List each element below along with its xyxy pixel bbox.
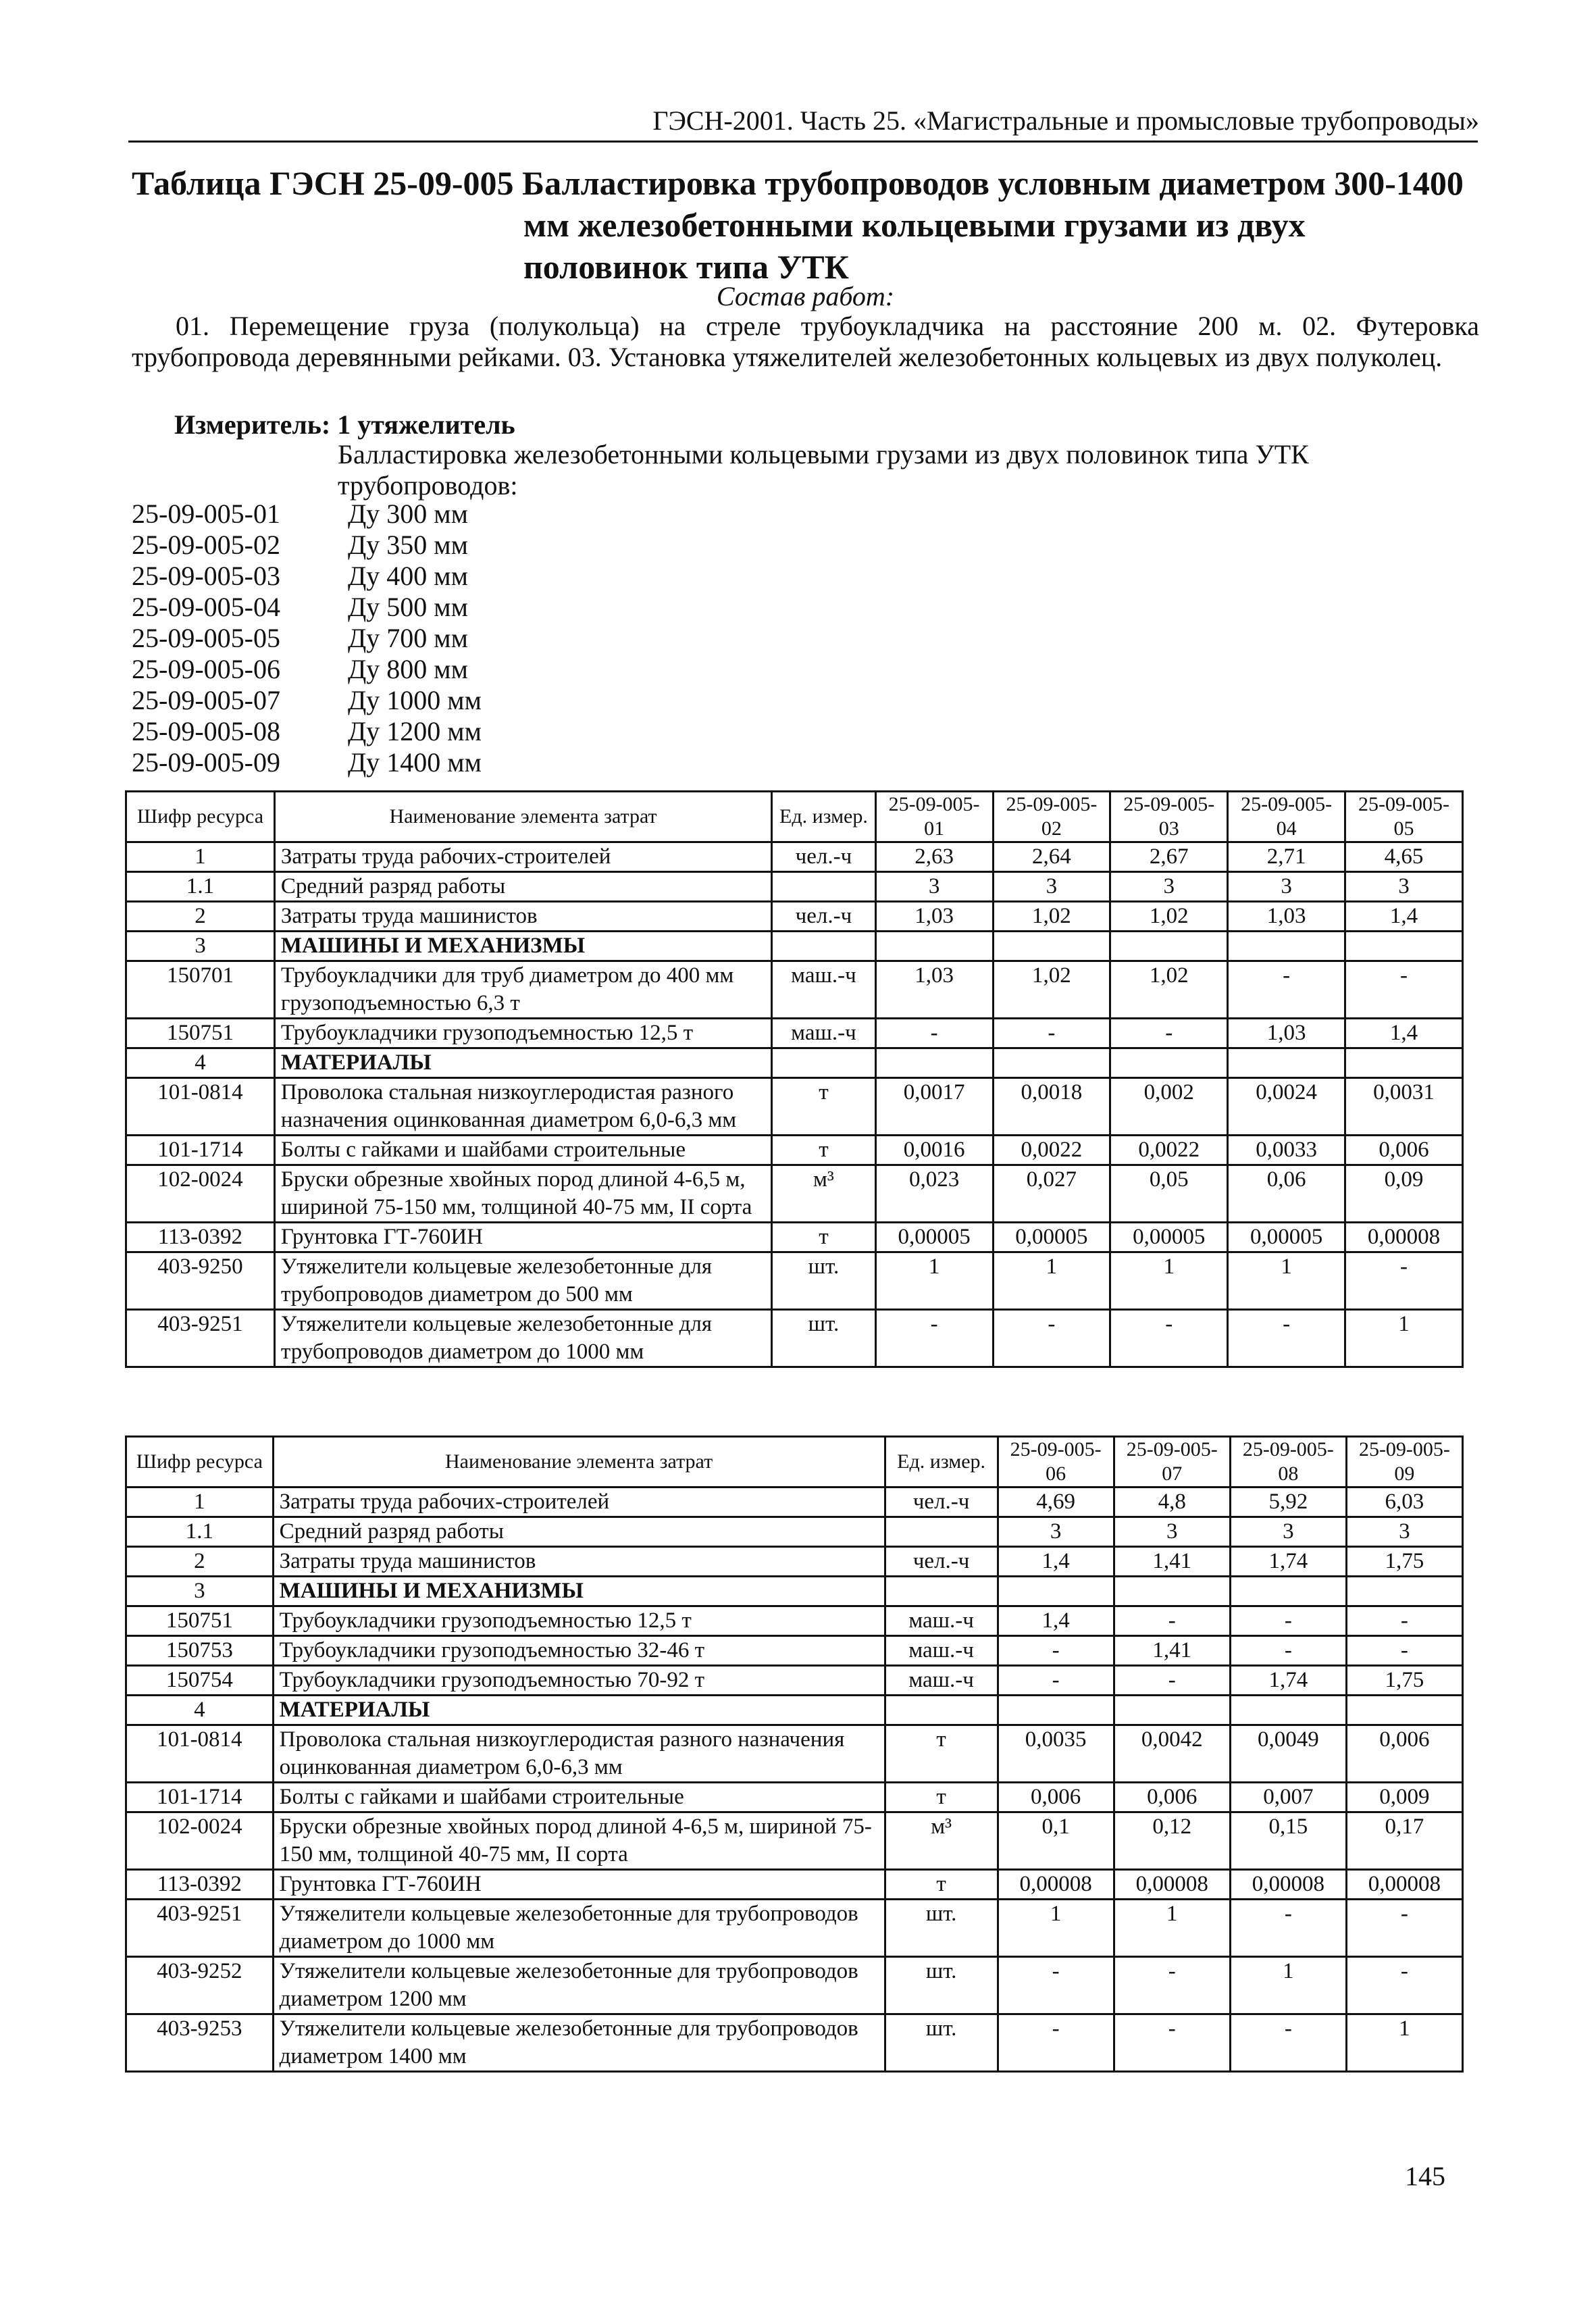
resource-code: 1 (126, 1488, 274, 1517)
value-cell: 6,03 (1346, 1488, 1462, 1517)
value-cell: 1,03 (875, 902, 993, 932)
resource-code: 150701 (126, 961, 275, 1019)
value-cell: 0,006 (998, 1783, 1114, 1812)
code-label: Ду 1400 мм (348, 747, 482, 778)
unit (885, 1577, 998, 1606)
cost-element-name: Болты с гайками и шайбами строительные (273, 1783, 885, 1812)
resource-code: 150751 (126, 1606, 274, 1636)
value-cell: 1 (875, 1252, 993, 1310)
value-cell: - (993, 1310, 1110, 1367)
cost-element-name: Утяжелители кольцевые железобетонные для трубопроводов диаметром 1400 мм (273, 2014, 885, 2072)
code-number: 25-09-005-06 (132, 654, 280, 684)
value-cell: - (1346, 1636, 1462, 1666)
value-cell: - (1228, 961, 1345, 1019)
section-row (126, 1577, 1463, 1606)
value-cell: 0,0031 (1345, 1078, 1463, 1136)
unit: т (885, 1870, 998, 1900)
table-row (126, 842, 1463, 872)
unit (885, 1517, 998, 1547)
value-cell (1230, 1696, 1346, 1725)
value-cell: 0,00008 (1230, 1870, 1346, 1900)
code-label: Ду 1000 мм (348, 685, 482, 715)
value-cell (998, 1696, 1114, 1725)
value-cell: 0,09 (1345, 1165, 1463, 1223)
value-cell: - (875, 1310, 993, 1367)
table-row (126, 1517, 1463, 1547)
header-norm-code: 25-09-005-07 (1114, 1437, 1230, 1488)
value-cell (1114, 1696, 1230, 1725)
header-norm-code: 25-09-005-09 (1346, 1437, 1462, 1488)
value-cell: 0,1 (998, 1812, 1114, 1870)
value-cell: 1,4 (998, 1606, 1114, 1636)
value-cell: - (1228, 1310, 1345, 1367)
unit (772, 932, 875, 961)
value-cell: - (998, 1666, 1114, 1696)
value-cell (875, 1048, 993, 1078)
code-number: 25-09-005-04 (132, 592, 280, 622)
value-cell: 0,05 (1110, 1165, 1228, 1223)
table-row (126, 1783, 1463, 1812)
cost-element-name: Трубоукладчики грузоподъемностью 12,5 т (273, 1606, 885, 1636)
value-cell (1346, 1577, 1462, 1606)
code-list-item (132, 499, 482, 530)
cost-element-name: Затраты труда рабочих-строителей (273, 1488, 885, 1517)
header-norm-code: 25-09-005-06 (998, 1437, 1114, 1488)
code-list-item (132, 716, 482, 747)
cost-element-name: Трубоукладчики для труб диаметром до 400 мм грузоподъемностью 6,3 т (274, 961, 771, 1019)
value-cell: 0,00005 (1110, 1223, 1228, 1252)
composition-text: 01. Перемещение груза (полукольца) на стреле трубоукладчика на расстояние 200 м. 02. Футеровка трубопровода деревянными рейками. 03. Установка утяжелителей железобетонных кольцевых из двух полуколец. (132, 311, 1479, 372)
value-cell (993, 932, 1110, 961)
value-cell: 1,03 (1228, 902, 1345, 932)
value-cell: 3 (1114, 1517, 1230, 1547)
value-cell: 1 (1110, 1252, 1228, 1310)
cost-element-name: Проволока стальная низкоуглеродистая разного назначения оцинкованная диаметром 6,0-6,3 мм (273, 1725, 885, 1783)
table-title (132, 162, 1479, 288)
cost-element-name: Утяжелители кольцевые железобетонные для трубопроводов диаметром до 1000 мм (273, 1900, 885, 1957)
resource-code: 4 (126, 1696, 274, 1725)
unit: м³ (772, 1165, 875, 1223)
resource-code: 150751 (126, 1019, 275, 1048)
value-cell: 0,006 (1114, 1783, 1230, 1812)
table-row (126, 1547, 1463, 1577)
value-cell: - (1230, 1606, 1346, 1636)
resource-code: 3 (126, 1577, 274, 1606)
value-cell: 3 (993, 872, 1110, 902)
value-cell: 0,027 (993, 1165, 1110, 1223)
value-cell (993, 1048, 1110, 1078)
table-row (126, 1136, 1463, 1165)
value-cell: 0,0033 (1228, 1136, 1345, 1165)
value-cell: 0,00005 (875, 1223, 993, 1252)
value-cell: 0,0035 (998, 1725, 1114, 1783)
table-row (126, 1165, 1463, 1223)
resource-code: 1 (126, 842, 275, 872)
table-row (126, 1310, 1463, 1367)
value-cell: 1,4 (1345, 1019, 1463, 1048)
value-cell: 1,41 (1114, 1636, 1230, 1666)
code-label: Ду 400 мм (348, 561, 468, 591)
cost-element-name: Утяжелители кольцевые железобетонные для трубопроводов диаметром 1200 мм (273, 1957, 885, 2014)
cost-element-name: Трубоукладчики грузоподъемностью 12,5 т (274, 1019, 771, 1048)
resource-code: 403-9252 (126, 1957, 274, 2014)
resource-code: 403-9251 (126, 1900, 274, 1957)
code-number: 25-09-005-05 (132, 623, 280, 653)
resource-code: 2 (126, 902, 275, 932)
value-cell: 0,12 (1114, 1812, 1230, 1870)
value-cell: 0,00008 (1346, 1870, 1462, 1900)
header-unit: Ед. измер. (772, 792, 875, 842)
unit: т (772, 1136, 875, 1165)
code-label: Ду 500 мм (348, 592, 468, 622)
value-cell: 3 (1228, 872, 1345, 902)
value-cell: 0,0016 (875, 1136, 993, 1165)
table-row (126, 1636, 1463, 1666)
value-cell: 1,03 (1228, 1019, 1345, 1048)
value-cell: 2,63 (875, 842, 993, 872)
value-cell: 3 (1110, 872, 1228, 902)
resource-code: 113-0392 (126, 1223, 275, 1252)
cost-element-name: Средний разряд работы (273, 1517, 885, 1547)
resource-code: 403-9253 (126, 2014, 274, 2072)
composition-label: Состав работ: (716, 281, 895, 311)
value-cell: - (1345, 961, 1463, 1019)
value-cell (1110, 1048, 1228, 1078)
header-code: Шифр ресурса (126, 1437, 274, 1488)
value-cell: 1,75 (1346, 1666, 1462, 1696)
value-cell: 1,75 (1346, 1547, 1462, 1577)
code-label: Ду 350 мм (348, 530, 468, 560)
value-cell: 0,15 (1230, 1812, 1346, 1870)
resource-code: 113-0392 (126, 1870, 274, 1900)
table-row (126, 961, 1463, 1019)
value-cell: 0,0022 (1110, 1136, 1228, 1165)
value-cell: 0,006 (1346, 1725, 1462, 1783)
value-cell: - (1346, 1957, 1462, 2014)
measure-unit: Измеритель: 1 утяжелитель (174, 409, 515, 440)
cost-element-name: Средний разряд работы (274, 872, 771, 902)
table-row (126, 872, 1463, 902)
value-cell: 5,92 (1230, 1488, 1346, 1517)
code-list-item (132, 561, 482, 592)
value-cell: - (1345, 1252, 1463, 1310)
code-number: 25-09-005-09 (132, 747, 280, 778)
value-cell: 1,4 (1345, 902, 1463, 932)
unit (772, 872, 875, 902)
value-cell (1346, 1696, 1462, 1725)
value-cell: 1 (993, 1252, 1110, 1310)
value-cell: 1 (998, 1900, 1114, 1957)
value-cell: 0,0024 (1228, 1078, 1345, 1136)
value-cell: 1,74 (1230, 1666, 1346, 1696)
code-number: 25-09-005-01 (132, 499, 280, 529)
value-cell: 0,06 (1228, 1165, 1345, 1223)
code-list-item (132, 654, 482, 685)
value-cell: 0,00008 (998, 1870, 1114, 1900)
section-row (126, 932, 1463, 961)
value-cell: 0,0022 (993, 1136, 1110, 1165)
value-cell: 1,74 (1230, 1547, 1346, 1577)
resource-code: 101-0814 (126, 1725, 274, 1783)
code-list-item (132, 747, 482, 778)
value-cell: 1 (1114, 1900, 1230, 1957)
cost-element-name: МАТЕРИАЛЫ (274, 1048, 771, 1078)
estimate-table-2 (125, 1435, 1464, 2073)
resource-code: 2 (126, 1547, 274, 1577)
unit: шт. (885, 1957, 998, 2014)
unit: маш.-ч (885, 1606, 998, 1636)
resource-code: 1.1 (126, 1517, 274, 1547)
header-unit: Ед. измер. (885, 1437, 998, 1488)
resource-code: 403-9250 (126, 1252, 275, 1310)
value-cell: 1,02 (1110, 961, 1228, 1019)
code-number: 25-09-005-02 (132, 530, 280, 560)
table-header-row (126, 1437, 1463, 1488)
table-row (126, 1223, 1463, 1252)
cost-element-name: Бруски обрезные хвойных пород длиной 4-6,5 м, шириной 75-150 мм, толщиной 40-75 мм, II сорта (273, 1812, 885, 1870)
unit: шт. (772, 1310, 875, 1367)
value-cell: 0,00005 (1228, 1223, 1345, 1252)
cost-element-name: Трубоукладчики грузоподъемностью 70-92 т (273, 1666, 885, 1696)
value-cell: 0,009 (1346, 1783, 1462, 1812)
cost-element-name: Затраты труда рабочих-строителей (274, 842, 771, 872)
value-cell: - (1346, 1606, 1462, 1636)
value-cell: 0,0017 (875, 1078, 993, 1136)
table-row (126, 1900, 1463, 1957)
title-line-2: мм железобетонными кольцевыми грузами из двух (523, 206, 1306, 244)
value-cell: - (993, 1019, 1110, 1048)
table-row (126, 1606, 1463, 1636)
unit: т (885, 1783, 998, 1812)
value-cell: - (1230, 1636, 1346, 1666)
code-number: 25-09-005-08 (132, 716, 280, 746)
resource-code: 101-0814 (126, 1078, 275, 1136)
value-cell (1228, 932, 1345, 961)
value-cell: 4,69 (998, 1488, 1114, 1517)
header-norm-code: 25-09-005-05 (1345, 792, 1463, 842)
value-cell: - (875, 1019, 993, 1048)
value-cell: 0,006 (1345, 1136, 1463, 1165)
code-number: 25-09-005-07 (132, 685, 280, 715)
unit: маш.-ч (885, 1666, 998, 1696)
value-cell (1114, 1577, 1230, 1606)
table-header-row (126, 792, 1463, 842)
header-norm-code: 25-09-005-04 (1228, 792, 1345, 842)
value-cell: 1,03 (875, 961, 993, 1019)
value-cell: 3 (1346, 1517, 1462, 1547)
unit: маш.-ч (885, 1636, 998, 1666)
value-cell: 0,0018 (993, 1078, 1110, 1136)
unit: маш.-ч (772, 961, 875, 1019)
value-cell (875, 932, 993, 961)
work-description: Балластировка железобетонными кольцевыми грузами из двух половинок типа УТК трубопроводов: (338, 439, 1309, 501)
cost-element-name: Утяжелители кольцевые железобетонные для трубопроводов диаметром до 1000 мм (274, 1310, 771, 1367)
resource-code: 150754 (126, 1666, 274, 1696)
value-cell: 0,002 (1110, 1078, 1228, 1136)
value-cell: - (1230, 1900, 1346, 1957)
code-label: Ду 300 мм (348, 499, 468, 529)
section-row (126, 1048, 1463, 1078)
value-cell: - (998, 1636, 1114, 1666)
value-cell: 1,4 (998, 1547, 1114, 1577)
code-list-item (132, 530, 482, 561)
table-row (126, 2014, 1463, 2072)
title-line-3: половинок типа УТК (523, 248, 849, 286)
cost-element-name: МАШИНЫ И МЕХАНИЗМЫ (274, 932, 771, 961)
table-row (126, 1870, 1463, 1900)
value-cell: - (1230, 2014, 1346, 2072)
header-rule (128, 141, 1478, 143)
value-cell: 0,17 (1346, 1812, 1462, 1870)
value-cell: 1,02 (1110, 902, 1228, 932)
value-cell: 1 (1228, 1252, 1345, 1310)
value-cell: 0,00005 (993, 1223, 1110, 1252)
code-list-item (132, 623, 482, 654)
table-row (126, 902, 1463, 932)
table-row (126, 1078, 1463, 1136)
cost-element-name: Проволока стальная низкоуглеродистая разного назначения оцинкованная диаметром 6,0-6,3 мм (274, 1078, 771, 1136)
value-cell: 0,00008 (1114, 1870, 1230, 1900)
value-cell: - (1110, 1310, 1228, 1367)
cost-element-name: Грунтовка ГТ-760ИН (273, 1870, 885, 1900)
cost-element-name: Грунтовка ГТ-760ИН (274, 1223, 771, 1252)
table-row (126, 1252, 1463, 1310)
table-row (126, 1666, 1463, 1696)
unit (772, 1048, 875, 1078)
value-cell: 3 (998, 1517, 1114, 1547)
resource-code: 4 (126, 1048, 275, 1078)
value-cell: - (1114, 2014, 1230, 2072)
code-list-item (132, 685, 482, 716)
cost-element-name: МАШИНЫ И МЕХАНИЗМЫ (273, 1577, 885, 1606)
table-row (126, 1019, 1463, 1048)
resource-code: 102-0024 (126, 1165, 275, 1223)
unit (885, 1696, 998, 1725)
unit: т (772, 1078, 875, 1136)
resource-code: 101-1714 (126, 1783, 274, 1812)
header-norm-code: 25-09-005-02 (993, 792, 1110, 842)
value-cell: 2,64 (993, 842, 1110, 872)
value-cell: 0,0042 (1114, 1725, 1230, 1783)
value-cell: - (1114, 1606, 1230, 1636)
unit: чел.-ч (772, 902, 875, 932)
value-cell: 1,02 (993, 902, 1110, 932)
cost-element-name: Затраты труда машинистов (273, 1547, 885, 1577)
value-cell: 0,023 (875, 1165, 993, 1223)
code-label: Ду 1200 мм (348, 716, 482, 746)
title-line-1: Таблица ГЭСН 25-09-005 Балластировка трубопроводов условным диаметром 300-1400 (132, 164, 1464, 202)
value-cell: 4,8 (1114, 1488, 1230, 1517)
value-cell: 0,007 (1230, 1783, 1346, 1812)
header-code: Шифр ресурса (126, 792, 275, 842)
value-cell (998, 1577, 1114, 1606)
cost-element-name: Утяжелители кольцевые железобетонные для трубопроводов диаметром до 500 мм (274, 1252, 771, 1310)
value-cell: 3 (1230, 1517, 1346, 1547)
table-row (126, 1957, 1463, 2014)
page-number: 145 (1405, 2161, 1445, 2191)
code-list (132, 499, 482, 778)
value-cell: 2,67 (1110, 842, 1228, 872)
value-cell: 1,41 (1114, 1547, 1230, 1577)
value-cell: 0,00008 (1345, 1223, 1463, 1252)
resource-code: 102-0024 (126, 1812, 274, 1870)
value-cell (1345, 932, 1463, 961)
unit: маш.-ч (772, 1019, 875, 1048)
value-cell: - (998, 2014, 1114, 2072)
value-cell: 1 (1346, 2014, 1462, 2072)
value-cell: 4,65 (1345, 842, 1463, 872)
cost-element-name: Затраты труда машинистов (274, 902, 771, 932)
value-cell (1228, 1048, 1345, 1078)
value-cell: 0,0049 (1230, 1725, 1346, 1783)
value-cell: - (1114, 1957, 1230, 2014)
unit: т (885, 1725, 998, 1783)
table-row (126, 1812, 1463, 1870)
running-head: ГЭСН-2001. Часть 25. «Магистральные и промысловые трубопроводы» (652, 105, 1479, 136)
estimate-table-1 (125, 790, 1464, 1368)
resource-code: 101-1714 (126, 1136, 275, 1165)
code-list-item (132, 592, 482, 623)
value-cell (1345, 1048, 1463, 1078)
section-row (126, 1696, 1463, 1725)
table-row (126, 1725, 1463, 1783)
header-name: Наименование элемента затрат (274, 792, 771, 842)
header-norm-code: 25-09-005-01 (875, 792, 993, 842)
unit: чел.-ч (772, 842, 875, 872)
header-name: Наименование элемента затрат (273, 1437, 885, 1488)
code-label: Ду 800 мм (348, 654, 468, 684)
unit: м³ (885, 1812, 998, 1870)
unit: шт. (885, 2014, 998, 2072)
cost-element-name: МАТЕРИАЛЫ (273, 1696, 885, 1725)
value-cell (1110, 932, 1228, 961)
value-cell: - (1114, 1666, 1230, 1696)
code-number: 25-09-005-03 (132, 561, 280, 591)
header-norm-code: 25-09-005-08 (1230, 1437, 1346, 1488)
table-row (126, 1488, 1463, 1517)
cost-element-name: Трубоукладчики грузоподъемностью 32-46 т (273, 1636, 885, 1666)
unit: шт. (885, 1900, 998, 1957)
value-cell: 1 (1345, 1310, 1463, 1367)
resource-code: 3 (126, 932, 275, 961)
resource-code: 150753 (126, 1636, 274, 1666)
value-cell: 1 (1230, 1957, 1346, 2014)
value-cell: - (998, 1957, 1114, 2014)
unit: т (772, 1223, 875, 1252)
unit: чел.-ч (885, 1547, 998, 1577)
value-cell: 3 (875, 872, 993, 902)
value-cell: - (1346, 1900, 1462, 1957)
resource-code: 403-9251 (126, 1310, 275, 1367)
cost-element-name: Бруски обрезные хвойных пород длиной 4-6,5 м, шириной 75-150 мм, толщиной 40-75 мм, II сорта (274, 1165, 771, 1223)
cost-element-name: Болты с гайками и шайбами строительные (274, 1136, 771, 1165)
value-cell: 2,71 (1228, 842, 1345, 872)
unit: шт. (772, 1252, 875, 1310)
unit: чел.-ч (885, 1488, 998, 1517)
resource-code: 1.1 (126, 872, 275, 902)
value-cell: 1,02 (993, 961, 1110, 1019)
header-norm-code: 25-09-005-03 (1110, 792, 1228, 842)
code-label: Ду 700 мм (348, 623, 468, 653)
value-cell (1230, 1577, 1346, 1606)
value-cell: 3 (1345, 872, 1463, 902)
value-cell: - (1110, 1019, 1228, 1048)
